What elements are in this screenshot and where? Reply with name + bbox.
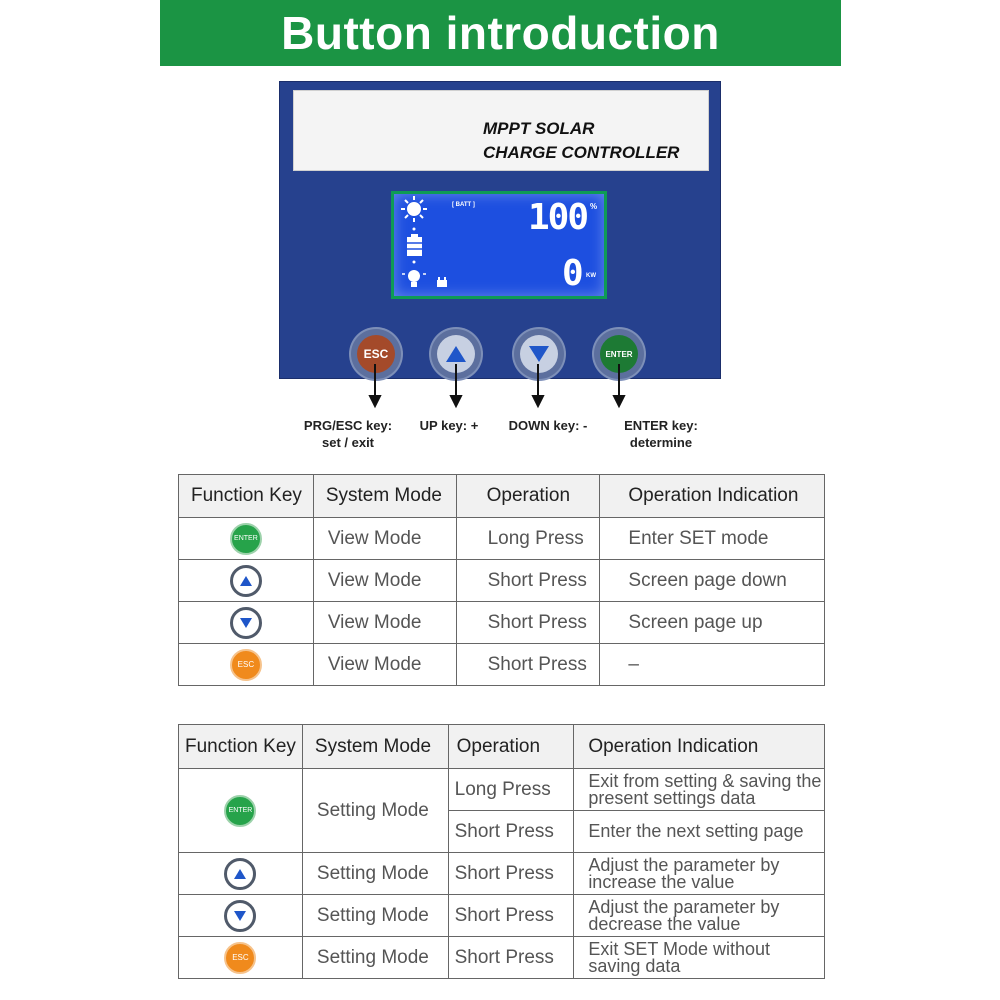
system-mode-cell: Setting Mode [302,895,448,937]
table-row [179,602,825,644]
header-operation: Operation [448,725,574,769]
esc-key-icon: ESC [230,649,262,681]
up-key-icon [230,565,262,597]
esc-key-label [292,417,404,451]
header-system-mode: System Mode [313,475,456,518]
lcd-percent-value: 100 [528,197,588,238]
header-function-key: Function Key [179,725,303,769]
indication-cell: – [600,644,825,686]
operation-cell: Long Press [456,518,600,560]
enter-key-label-line1: ENTER key: [624,418,698,433]
operation-cell: Short Press [448,895,574,937]
esc-key-icon: ESC [224,942,256,974]
enter-key-label [606,417,716,451]
system-mode-cell: View Mode [313,560,456,602]
header-function-key: Function Key [179,475,314,518]
operation-cell: Short Press [448,853,574,895]
lcd-percent-unit: % [590,202,598,211]
table-row [179,853,825,895]
header-operation-indication: Operation Indication [600,475,825,518]
table-row [179,769,825,811]
arrow-down-icon [533,396,543,406]
indication-cell: Exit from setting & saving the present settings data [574,769,825,811]
down-key-icon [230,607,262,639]
indication-cell: Adjust the parameter by increase the value [574,853,825,895]
down-key-label: DOWN key: - [508,418,588,433]
lcd-load-value: 0 [562,253,584,294]
pointer-arrows [0,0,1000,420]
header-operation-indication: Operation Indication [574,725,825,769]
operation-cell: Short Press [456,644,600,686]
indication-cell: Enter SET mode [600,518,825,560]
lcd-batt-tag: [ BATT ] [452,202,475,208]
view-mode-table [178,474,825,686]
indication-cell: Screen page down [600,560,825,602]
arrow-down-icon [614,396,624,406]
table-row [179,937,825,979]
enter-key-label-line2: determine [629,435,693,450]
product-label-line1: MPPT SOLAR [483,119,595,138]
esc-button-label: ESC [357,335,395,373]
operation-cell: Short Press [448,811,574,853]
esc-key-label-line2: set / exit [321,435,375,450]
indication-cell: Enter the next setting page [574,811,825,853]
table-row [179,895,825,937]
arrow-down-icon [451,396,461,406]
up-key-icon [224,858,256,890]
table-header-row [179,725,825,769]
page-title: Button introduction [281,7,720,59]
operation-cell: Long Press [448,769,574,811]
table-row [179,560,825,602]
operation-cell: Short Press [456,602,600,644]
product-label-line2: CHARGE CONTROLLER [483,143,680,162]
table-row [179,518,825,560]
system-mode-cell: View Mode [313,518,456,560]
system-mode-cell: View Mode [313,602,456,644]
indication-cell: Screen page up [600,602,825,644]
indication-cell: Exit SET Mode without saving data [574,937,825,979]
header-operation: Operation [456,475,600,518]
down-key-icon [224,900,256,932]
setting-mode-table [178,724,825,979]
table-row [179,644,825,686]
system-mode-cell: Setting Mode [302,769,448,853]
system-mode-cell: View Mode [313,644,456,686]
up-key-label: UP key: + [419,418,479,433]
enter-key-icon: ENTER [230,523,262,555]
enter-button-label: ENTER [600,335,638,373]
system-mode-cell: Setting Mode [302,937,448,979]
operation-cell: Short Press [456,560,600,602]
system-mode-cell: Setting Mode [302,853,448,895]
enter-key-icon: ENTER [224,795,256,827]
header-system-mode: System Mode [302,725,448,769]
esc-key-label-line1: PRG/ESC key: [303,418,393,433]
indication-cell: Adjust the parameter by decrease the value [574,895,825,937]
operation-cell: Short Press [448,937,574,979]
table-header-row [179,475,825,518]
lcd-load-unit: KW [586,273,596,279]
arrow-down-icon [370,396,380,406]
